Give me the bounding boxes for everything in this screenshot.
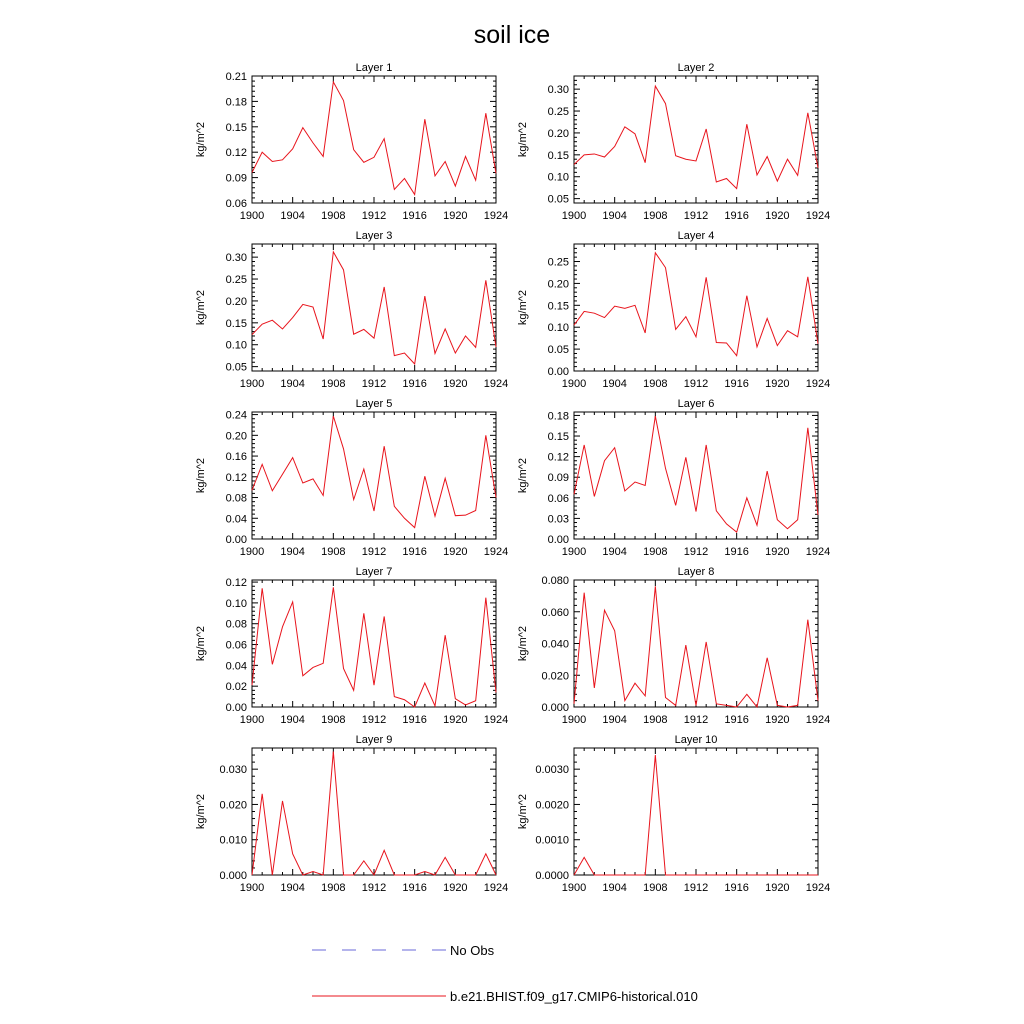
x-tick-label: 1908 <box>321 210 346 222</box>
series-line <box>574 755 818 875</box>
plot-frame <box>252 580 496 707</box>
x-tick-label: 1912 <box>683 210 709 222</box>
y-tick-label: 0.25 <box>225 274 247 287</box>
y-tick-label: 0.030 <box>219 764 247 777</box>
plot-frame <box>574 412 818 539</box>
panel-layer-3 <box>195 230 508 390</box>
y-tick-label: 0.040 <box>541 638 569 651</box>
x-tick-label: 1920 <box>443 546 468 558</box>
x-tick-label: 1908 <box>643 714 668 726</box>
y-tick-label: 0.15 <box>547 431 569 444</box>
x-tick-label: 1916 <box>724 546 749 558</box>
y-tick-label: 0.0030 <box>535 764 569 777</box>
x-tick-label: 1904 <box>280 210 305 222</box>
y-axis-label: kg/m^2 <box>195 457 207 494</box>
x-tick-label: 1900 <box>561 714 587 726</box>
series-line <box>574 416 818 532</box>
x-tick-label: 1900 <box>561 210 587 222</box>
panel-layer-7 <box>195 566 508 726</box>
panel-title: Layer 2 <box>677 62 715 74</box>
y-tick-label: 0.020 <box>541 670 569 683</box>
x-tick-label: 1904 <box>280 378 305 390</box>
y-tick-label: 0.020 <box>219 799 247 812</box>
legend <box>312 943 698 1004</box>
y-tick-label: 0.06 <box>547 492 569 505</box>
y-tick-label: 0.0020 <box>535 799 569 812</box>
x-tick-label: 1908 <box>643 210 668 222</box>
x-tick-label: 1908 <box>321 378 346 390</box>
y-axis-label: kg/m^2 <box>195 625 207 662</box>
x-tick-label: 1900 <box>239 210 265 222</box>
y-tick-label: 0.03 <box>547 513 569 526</box>
x-tick-label: 1908 <box>321 546 346 558</box>
x-tick-label: 1924 <box>805 882 831 894</box>
x-tick-label: 1924 <box>805 378 831 390</box>
x-tick-label: 1916 <box>724 378 749 390</box>
x-tick-label: 1900 <box>239 882 265 894</box>
y-tick-label: 0.15 <box>547 300 569 313</box>
plot-frame <box>574 244 818 371</box>
y-tick-label: 0.08 <box>225 492 247 505</box>
series-line <box>574 586 818 707</box>
x-tick-label: 1912 <box>683 378 709 390</box>
x-tick-label: 1904 <box>602 882 627 894</box>
figure-title: soil ice <box>473 21 551 49</box>
y-tick-label: 0.09 <box>547 472 569 485</box>
y-tick-label: 0.060 <box>541 606 569 619</box>
x-tick-label: 1916 <box>402 546 427 558</box>
panel-layer-4 <box>517 230 830 390</box>
x-tick-label: 1916 <box>724 714 749 726</box>
y-tick-label: 0.18 <box>547 410 569 423</box>
x-tick-label: 1912 <box>361 546 387 558</box>
y-axis-label: kg/m^2 <box>195 121 207 158</box>
y-tick-label: 0.20 <box>547 127 569 140</box>
y-tick-label: 0.10 <box>225 597 247 610</box>
y-axis-label: kg/m^2 <box>517 289 529 326</box>
x-tick-label: 1920 <box>443 378 468 390</box>
x-tick-label: 1900 <box>239 378 265 390</box>
x-tick-label: 1904 <box>280 714 305 726</box>
x-tick-label: 1904 <box>602 714 627 726</box>
x-tick-label: 1908 <box>643 546 668 558</box>
y-axis-label: kg/m^2 <box>517 793 529 830</box>
x-tick-label: 1904 <box>280 882 305 894</box>
x-tick-label: 1912 <box>361 714 387 726</box>
y-tick-label: 0.21 <box>225 71 247 83</box>
plot-frame <box>252 412 496 539</box>
y-tick-label: 0.02 <box>225 681 247 694</box>
panel-title: Layer 8 <box>677 566 715 578</box>
x-tick-label: 1904 <box>280 546 305 558</box>
x-tick-label: 1904 <box>602 546 627 558</box>
panels <box>195 62 830 894</box>
panel-layer-2 <box>517 62 830 222</box>
y-tick-label: 0.10 <box>547 322 569 335</box>
y-tick-label: 0.15 <box>547 149 569 162</box>
y-axis-label: kg/m^2 <box>195 289 207 326</box>
x-tick-label: 1920 <box>765 714 790 726</box>
y-tick-label: 0.06 <box>225 198 247 210</box>
x-tick-label: 1920 <box>443 714 468 726</box>
x-tick-label: 1912 <box>361 882 387 894</box>
y-tick-label: 0.0010 <box>535 834 569 847</box>
plot-frame <box>574 748 818 875</box>
plot-frame <box>252 244 496 371</box>
y-tick-label: 0.04 <box>225 513 247 526</box>
y-tick-label: 0.12 <box>225 471 247 484</box>
y-tick-label: 0.010 <box>219 834 247 847</box>
plot-frame <box>252 76 496 203</box>
x-tick-label: 1908 <box>321 714 346 726</box>
panel-title: Layer 5 <box>355 398 393 410</box>
y-tick-label: 0.05 <box>225 361 247 374</box>
y-tick-label: 0.24 <box>225 409 247 422</box>
y-tick-label: 0.20 <box>225 295 247 308</box>
x-tick-label: 1908 <box>321 882 346 894</box>
x-tick-label: 1916 <box>402 714 427 726</box>
x-tick-label: 1900 <box>561 378 587 390</box>
plot-frame <box>574 76 818 203</box>
panel-layer-5 <box>195 398 508 558</box>
y-tick-label: 0.30 <box>225 252 247 265</box>
y-tick-label: 0.12 <box>225 577 247 590</box>
y-tick-label: 0.30 <box>547 84 569 97</box>
x-tick-label: 1916 <box>724 210 749 222</box>
y-tick-label: 0.000 <box>541 702 569 714</box>
panel-layer-9 <box>195 734 508 894</box>
y-tick-label: 0.15 <box>225 317 247 330</box>
x-tick-label: 1924 <box>483 714 509 726</box>
x-tick-label: 1900 <box>239 546 265 558</box>
x-tick-label: 1916 <box>402 210 427 222</box>
series-line <box>252 752 496 875</box>
plot-frame <box>574 580 818 707</box>
y-tick-label: 0.15 <box>225 121 247 134</box>
panel-layer-8 <box>517 566 830 726</box>
panel-title: Layer 6 <box>677 398 715 410</box>
x-tick-label: 1912 <box>683 546 709 558</box>
y-tick-label: 0.10 <box>225 339 247 352</box>
y-axis-label: kg/m^2 <box>195 793 207 830</box>
y-tick-label: 0.00 <box>547 366 569 378</box>
y-tick-label: 0.25 <box>547 106 569 119</box>
y-tick-label: 0.080 <box>541 575 569 587</box>
series-line <box>252 252 496 364</box>
panel-layer-6 <box>517 398 830 558</box>
y-tick-label: 0.06 <box>225 639 247 652</box>
x-tick-label: 1904 <box>602 378 627 390</box>
y-tick-label: 0.09 <box>225 172 247 185</box>
panel-title: Layer 7 <box>355 566 393 578</box>
y-tick-label: 0.12 <box>547 451 569 464</box>
x-tick-label: 1900 <box>561 882 587 894</box>
x-tick-label: 1920 <box>765 882 790 894</box>
x-tick-label: 1912 <box>683 882 709 894</box>
panel-title: Layer 1 <box>355 62 393 74</box>
panel-layer-1 <box>195 62 508 222</box>
y-tick-label: 0.10 <box>547 171 569 184</box>
y-tick-label: 0.05 <box>547 193 569 206</box>
panel-layer-10 <box>517 734 830 894</box>
y-axis-label: kg/m^2 <box>517 121 529 158</box>
y-tick-label: 0.20 <box>225 430 247 443</box>
y-tick-label: 0.25 <box>547 256 569 269</box>
x-tick-label: 1912 <box>361 378 387 390</box>
series-line <box>252 416 496 527</box>
plot-frame <box>252 748 496 875</box>
legend-obs-label: No Obs <box>450 943 495 958</box>
y-tick-label: 0.08 <box>225 618 247 631</box>
x-tick-label: 1924 <box>805 714 831 726</box>
y-tick-label: 0.00 <box>225 534 247 546</box>
x-tick-label: 1900 <box>561 546 587 558</box>
x-tick-label: 1924 <box>805 546 831 558</box>
y-axis-label: kg/m^2 <box>517 457 529 494</box>
x-tick-label: 1920 <box>765 546 790 558</box>
y-tick-label: 0.000 <box>219 870 247 882</box>
x-tick-label: 1920 <box>765 378 790 390</box>
y-tick-label: 0.00 <box>547 534 569 546</box>
x-tick-label: 1912 <box>683 714 709 726</box>
x-tick-label: 1916 <box>402 882 427 894</box>
y-tick-label: 0.05 <box>547 344 569 357</box>
legend-model-label: b.e21.BHIST.f09_g17.CMIP6-historical.010 <box>450 989 698 1004</box>
y-tick-label: 0.18 <box>225 96 247 109</box>
x-tick-label: 1908 <box>643 378 668 390</box>
series-line <box>574 86 818 188</box>
x-tick-label: 1924 <box>483 882 509 894</box>
y-tick-label: 0.12 <box>225 147 247 160</box>
x-tick-label: 1920 <box>443 882 468 894</box>
y-tick-label: 0.0000 <box>535 870 569 882</box>
x-tick-label: 1920 <box>443 210 468 222</box>
y-tick-label: 0.16 <box>225 451 247 464</box>
panel-title: Layer 4 <box>677 230 715 242</box>
y-tick-label: 0.00 <box>225 702 247 714</box>
x-tick-label: 1924 <box>483 378 509 390</box>
x-tick-label: 1908 <box>643 882 668 894</box>
x-tick-label: 1924 <box>483 210 509 222</box>
x-tick-label: 1912 <box>361 210 387 222</box>
y-axis-label: kg/m^2 <box>517 625 529 662</box>
x-tick-label: 1924 <box>483 546 509 558</box>
series-line <box>252 82 496 195</box>
x-tick-label: 1924 <box>805 210 831 222</box>
x-tick-label: 1916 <box>724 882 749 894</box>
series-line <box>252 587 496 707</box>
x-tick-label: 1920 <box>765 210 790 222</box>
y-tick-label: 0.20 <box>547 278 569 291</box>
x-tick-label: 1900 <box>239 714 265 726</box>
x-tick-label: 1916 <box>402 378 427 390</box>
panel-title: Layer 10 <box>674 734 718 746</box>
y-tick-label: 0.04 <box>225 660 247 673</box>
x-tick-label: 1904 <box>602 210 627 222</box>
panel-title: Layer 9 <box>355 734 393 746</box>
series-line <box>574 253 818 356</box>
panel-title: Layer 3 <box>355 230 393 242</box>
